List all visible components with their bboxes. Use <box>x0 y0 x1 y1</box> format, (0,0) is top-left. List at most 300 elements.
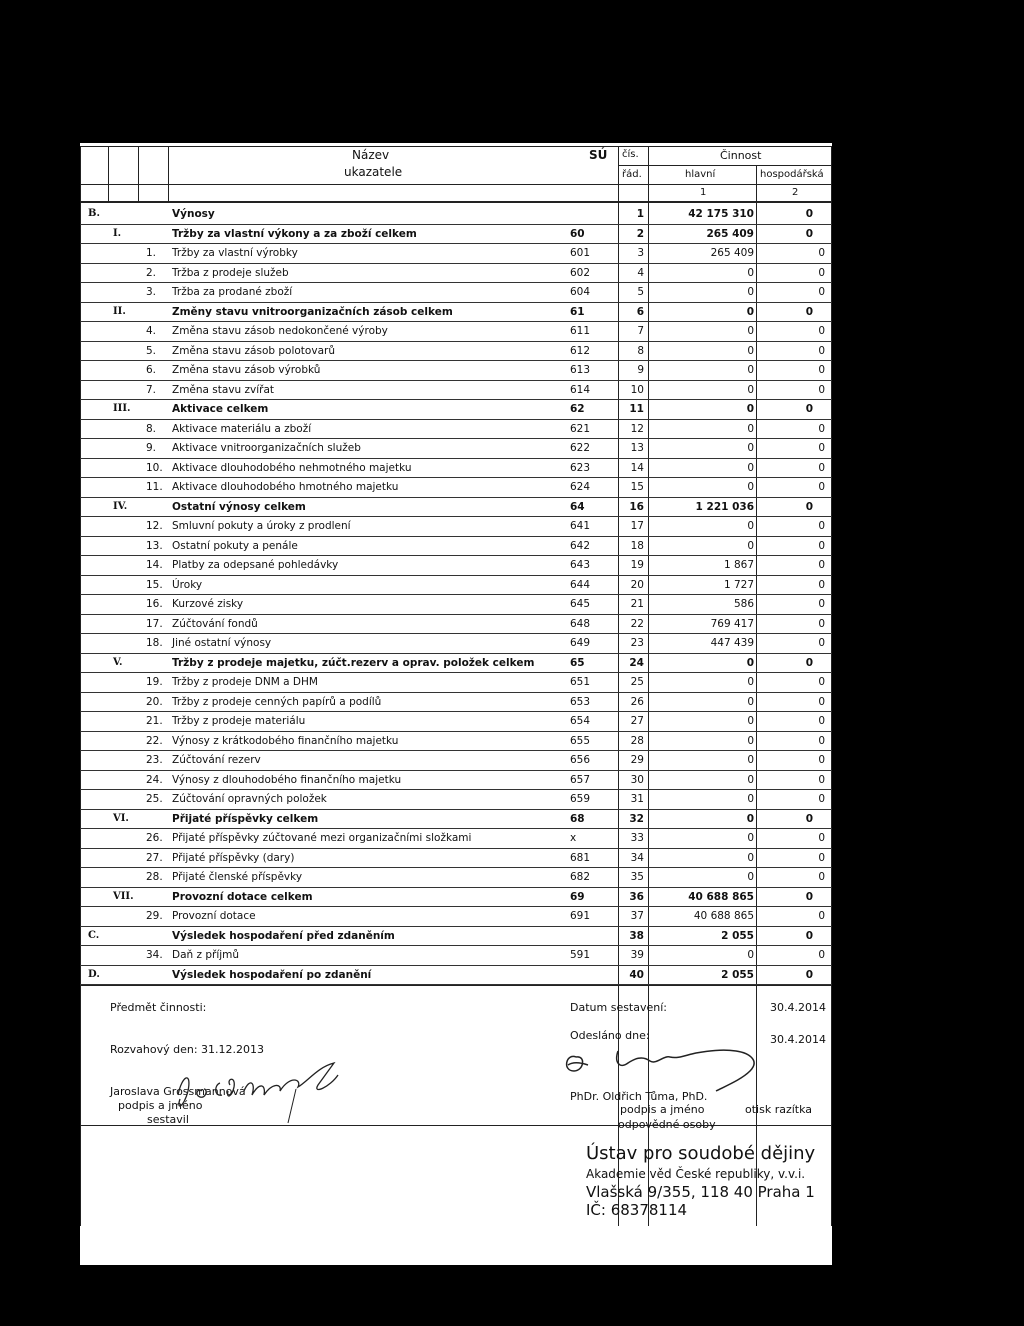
row-number: 24. <box>146 773 163 786</box>
row-number: 28. <box>146 871 163 883</box>
row-cis: 27 <box>630 715 644 727</box>
row-hospodarska: 0 <box>818 266 825 279</box>
row-hlavni: 0 <box>747 832 754 844</box>
table-row <box>80 420 832 440</box>
row-hlavni: 1 727 <box>723 578 754 591</box>
row-label: Tržby za vlastní výkony a za zboží celkem <box>172 227 417 240</box>
odeslano-value: 30.4.2014 <box>770 1033 826 1046</box>
row-cis: 7 <box>637 325 644 337</box>
row-su: 622 <box>570 442 591 454</box>
row-su: 601 <box>570 247 591 259</box>
row-number: 14. <box>146 559 163 571</box>
row-cis: 20 <box>630 578 644 591</box>
row-hospodarska: 0 <box>818 734 825 747</box>
row-cis: 14 <box>630 461 644 474</box>
row-hospodarska: 0 <box>805 656 813 669</box>
row-cis: 32 <box>629 812 644 825</box>
row-hlavni: 0 <box>747 344 754 357</box>
row-hospodarska: 0 <box>805 208 813 220</box>
table-row <box>80 693 832 713</box>
table-row <box>80 264 832 284</box>
row-su: 656 <box>570 754 591 766</box>
row-cis: 25 <box>630 676 644 688</box>
row-hlavni: 769 417 <box>710 617 754 630</box>
row-label: Kurzové zisky <box>172 598 244 610</box>
row-class: D. <box>88 968 100 980</box>
stamp-line-4: IČ: 68378114 <box>586 1201 688 1219</box>
row-label: Zúčtování rezerv <box>172 754 261 766</box>
row-label: Jiné ostatní výnosy <box>172 637 272 649</box>
row-cis: 35 <box>630 871 644 883</box>
row-su: 641 <box>570 520 591 532</box>
row-hospodarska: 0 <box>818 851 825 864</box>
table-row <box>80 927 832 947</box>
row-number: 11. <box>146 481 163 493</box>
row-label: Výnosy <box>172 208 215 220</box>
row-hlavni: 42 175 310 <box>688 208 754 220</box>
table-row <box>80 381 832 401</box>
row-label: Aktivace vnitroorganizačních služeb <box>172 442 361 454</box>
row-cis: 3 <box>637 247 644 259</box>
row-number: 13. <box>146 539 163 552</box>
datum-sestaveni-value: 30.4.2014 <box>770 1001 826 1014</box>
table-row <box>80 439 832 459</box>
row-hlavni: 1 221 036 <box>695 500 754 513</box>
row-label: Tržby z prodeje materiálu <box>172 715 306 727</box>
row-hlavni: 0 <box>746 403 754 415</box>
row-cis: 30 <box>630 773 644 786</box>
row-label: Změna stavu zásob výrobků <box>172 364 321 376</box>
row-hlavni: 0 <box>747 715 754 727</box>
row-hospodarska: 0 <box>818 286 825 298</box>
row-number: 10. <box>146 461 163 474</box>
row-hospodarska: 0 <box>818 344 825 357</box>
row-cis: 9 <box>637 364 644 376</box>
row-hospodarska: 0 <box>818 910 825 922</box>
table-row <box>80 576 832 596</box>
row-number: 3. <box>146 286 157 298</box>
row-label: Tržby z prodeje DNM a DHM <box>172 676 318 688</box>
col-line-a <box>108 146 109 201</box>
row-hospodarska: 0 <box>818 461 825 474</box>
row-label: Tržby z prodeje majetku, zúčt.rezerv a oprav. položek celkem <box>172 656 535 669</box>
row-su: 623 <box>570 461 591 474</box>
row-cis: 5 <box>637 286 644 298</box>
table-row <box>80 537 832 557</box>
table-row <box>80 205 832 225</box>
row-number: 5. <box>146 344 157 357</box>
header-col2: 2 <box>792 187 799 198</box>
row-number: 15. <box>146 578 163 591</box>
row-label: Tržby za vlastní výrobky <box>172 247 298 259</box>
row-cis: 10 <box>630 383 644 396</box>
row-cis: 11 <box>629 403 644 415</box>
row-cis: 6 <box>636 305 644 318</box>
row-hlavni: 0 <box>747 383 754 396</box>
row-hlavni: 0 <box>747 695 754 708</box>
header-hlavni: hlavní <box>685 169 716 180</box>
odeslano-label: Odesláno dne: <box>570 1029 650 1042</box>
otisk-razitka: otisk razítka <box>745 1103 813 1116</box>
row-cis: 39 <box>630 949 644 961</box>
row-cis: 22 <box>630 617 644 630</box>
row-section: II. <box>113 305 126 317</box>
row-cis: 8 <box>637 344 644 357</box>
table-row <box>80 342 832 362</box>
table-row <box>80 361 832 381</box>
row-cis: 18 <box>630 539 644 552</box>
footer-right-border <box>831 985 832 1125</box>
row-hlavni: 2 055 <box>721 968 754 981</box>
col-line-c <box>168 146 169 201</box>
row-su: 691 <box>570 910 591 922</box>
table-row <box>80 322 832 342</box>
table-row <box>80 303 832 323</box>
table-row <box>80 712 832 732</box>
row-cis: 19 <box>630 559 644 571</box>
row-hlavni: 0 <box>747 325 754 337</box>
row-hlavni: 265 409 <box>706 227 754 240</box>
row-number: 9. <box>146 442 157 454</box>
row-cis: 26 <box>630 695 644 708</box>
row-su: 65 <box>570 656 585 669</box>
table-row <box>80 244 832 264</box>
table-row <box>80 888 832 908</box>
row-number: 1. <box>146 247 157 259</box>
row-su: 659 <box>570 793 591 805</box>
row-su: 645 <box>570 598 591 610</box>
row-number: 27. <box>146 851 163 864</box>
row-cis: 40 <box>629 968 644 981</box>
odpovedna-osoba-name: PhDr. Oldřich Tůma, PhD. <box>570 1090 708 1103</box>
table-row <box>80 732 832 752</box>
row-hlavni: 0 <box>747 422 754 435</box>
row-section: VI. <box>113 812 129 824</box>
stamp-line-3: Vlašská 9/355, 118 40 Praha 1 <box>586 1183 815 1201</box>
table-row <box>80 810 832 830</box>
row-label: Výnosy z krátkodobého finančního majetku <box>172 734 399 747</box>
row-hlavni: 0 <box>747 461 754 474</box>
row-hlavni: 0 <box>746 812 754 825</box>
row-label: Úroky <box>172 578 203 591</box>
row-hlavni: 0 <box>747 793 754 805</box>
row-su: 653 <box>570 695 591 708</box>
row-number: 23. <box>146 754 163 766</box>
row-class: B. <box>88 208 100 219</box>
row-class: C. <box>88 929 100 941</box>
row-hlavni: 0 <box>747 676 754 688</box>
header-cinnost: Činnost <box>720 149 762 162</box>
row-hospodarska: 0 <box>818 325 825 337</box>
sestavil-name: Jaroslava Grossmannová <box>110 1085 246 1098</box>
header-nazev: Název <box>352 148 390 162</box>
row-number: 22. <box>146 734 163 747</box>
row-su: 644 <box>570 578 591 591</box>
row-label: Tržba za prodané zboží <box>172 286 293 298</box>
row-number: 25. <box>146 793 163 805</box>
row-label: Přijaté příspěvky zúčtované mezi organizačními složkami <box>172 832 472 844</box>
row-su: 591 <box>570 949 591 961</box>
table-row <box>80 478 832 498</box>
footer-left-border <box>80 985 81 1125</box>
row-label: Platby za odepsané pohledávky <box>172 559 339 571</box>
header-top-line <box>80 146 832 147</box>
header-cis: čís. <box>622 149 639 160</box>
header-line-2 <box>80 184 832 185</box>
row-label: Provozní dotace <box>172 910 256 922</box>
row-hlavni: 40 688 865 <box>688 890 754 903</box>
table-row <box>80 868 832 888</box>
table-row <box>80 946 832 966</box>
row-number: 18. <box>146 637 163 649</box>
row-number: 20. <box>146 695 163 708</box>
row-hospodarska: 0 <box>805 500 813 513</box>
row-number: 7. <box>146 383 157 396</box>
table-row <box>80 907 832 927</box>
row-su: 60 <box>570 227 585 240</box>
footer-top-line <box>80 985 832 986</box>
row-cis: 21 <box>630 598 644 610</box>
signature-sestavil <box>168 1061 368 1133</box>
table-row <box>80 790 832 810</box>
row-hlavni: 0 <box>746 656 754 669</box>
header-hospodarska: hospodářská <box>760 169 824 180</box>
row-number: 16. <box>146 598 163 610</box>
row-label: Ostatní pokuty a penále <box>172 539 298 552</box>
header-ukazatele: ukazatele <box>344 165 403 179</box>
row-hospodarska: 0 <box>818 871 825 883</box>
row-label: Smluvní pokuty a úroky z prodlení <box>172 520 351 532</box>
predmet-cinnosti: Předmět činnosti: <box>110 1001 207 1014</box>
row-hospodarska: 0 <box>818 676 825 688</box>
col-line-b <box>138 146 139 201</box>
row-cis: 4 <box>637 266 644 279</box>
table-row <box>80 829 832 849</box>
table-row <box>80 673 832 693</box>
row-label: Výsledek hospodaření po zdanění <box>172 968 372 981</box>
row-hlavni: 0 <box>747 734 754 747</box>
stamp-line-2: Akademie věd České republiky, v.v.i. <box>586 1167 806 1181</box>
row-su: 614 <box>570 383 591 396</box>
row-su: 681 <box>570 851 591 864</box>
row-number: 21. <box>146 715 163 727</box>
table-row <box>80 654 832 674</box>
row-label: Tržba z prodeje služeb <box>172 266 289 279</box>
row-hlavni: 40 688 865 <box>693 910 754 922</box>
row-section: III. <box>113 403 131 414</box>
row-hospodarska: 0 <box>818 422 825 435</box>
row-label: Změna stavu zásob polotovarů <box>172 344 335 357</box>
row-hospodarska: 0 <box>818 598 825 610</box>
row-hlavni: 0 <box>747 364 754 376</box>
table-row <box>80 459 832 479</box>
row-hospodarska: 0 <box>818 442 825 454</box>
row-cis: 33 <box>630 832 644 844</box>
table-row <box>80 400 832 420</box>
row-cis: 31 <box>630 793 644 805</box>
table-row <box>80 634 832 654</box>
table-row <box>80 556 832 576</box>
row-cis: 16 <box>629 500 644 513</box>
header-rad: řád. <box>622 169 642 180</box>
row-number: 17. <box>146 617 163 630</box>
row-hospodarska: 0 <box>818 832 825 844</box>
row-label: Ostatní výnosy celkem <box>172 500 306 513</box>
row-label: Tržby z prodeje cenných papírů a podílů <box>172 695 382 708</box>
row-hlavni: 0 <box>747 266 754 279</box>
row-hlavni: 0 <box>747 481 754 493</box>
row-number: 8. <box>146 422 157 435</box>
row-cis: 28 <box>630 734 644 747</box>
row-hospodarska: 0 <box>818 637 825 649</box>
row-cis: 13 <box>630 442 644 454</box>
row-su: 655 <box>570 734 591 747</box>
signature-odpovedna-osoba <box>560 1041 780 1097</box>
row-cis: 37 <box>630 910 644 922</box>
row-number: 4. <box>146 325 157 337</box>
row-hospodarska: 0 <box>818 520 825 532</box>
table-row <box>80 771 832 791</box>
row-number: 12. <box>146 520 163 532</box>
row-hospodarska: 0 <box>805 812 813 825</box>
header-mid-line <box>618 165 832 166</box>
row-hlavni: 2 055 <box>721 929 754 942</box>
row-hlavni: 0 <box>747 773 754 786</box>
row-su: 612 <box>570 344 591 357</box>
row-hlavni: 0 <box>747 520 754 532</box>
row-hospodarska: 0 <box>818 481 825 493</box>
row-label: Aktivace dlouhodobého hmotného majetku <box>172 481 399 493</box>
row-number: 29. <box>146 910 163 922</box>
row-hospodarska: 0 <box>818 793 825 805</box>
sestavil-label-2: sestavil <box>147 1113 189 1126</box>
header-su: SÚ <box>589 148 608 162</box>
table-row <box>80 966 832 986</box>
row-section: VII. <box>113 890 134 902</box>
datum-sestaveni-label: Datum sestavení: <box>570 1001 668 1014</box>
table-row <box>80 849 832 869</box>
row-su: 604 <box>570 286 591 298</box>
row-hospodarska: 0 <box>818 617 825 630</box>
row-section: I. <box>113 227 122 239</box>
row-cis: 38 <box>629 929 644 942</box>
row-label: Změna stavu zásob nedokončené výroby <box>172 325 388 337</box>
row-hospodarska: 0 <box>805 890 813 903</box>
sestavil-label-1: podpis a jméno <box>118 1099 203 1112</box>
table-row <box>80 517 832 537</box>
row-su: 611 <box>570 325 591 337</box>
row-su: 657 <box>570 773 591 786</box>
row-hlavni: 0 <box>747 949 754 961</box>
row-hospodarska: 0 <box>818 578 825 591</box>
table-row <box>80 595 832 615</box>
row-label: Změny stavu vnitroorganizačních zásob celkem <box>172 305 453 318</box>
row-section: V. <box>113 656 123 668</box>
row-hlavni: 0 <box>747 539 754 552</box>
stamp-line-1: Ústav pro soudobé dějiny <box>586 1143 816 1164</box>
row-hospodarska: 0 <box>818 247 825 259</box>
row-label: Aktivace dlouhodobého nehmotného majetku <box>172 461 412 474</box>
row-hospodarska: 0 <box>818 949 825 961</box>
row-su: 602 <box>570 266 591 279</box>
row-label: Aktivace celkem <box>172 403 269 415</box>
row-cis: 23 <box>630 637 644 649</box>
row-label: Přijaté členské příspěvky <box>172 871 303 883</box>
row-hospodarska: 0 <box>818 773 825 786</box>
row-label: Aktivace materiálu a zboží <box>172 422 312 435</box>
row-cis: 36 <box>629 890 644 903</box>
row-hospodarska: 0 <box>805 968 813 981</box>
row-label: Zúčtování fondů <box>172 617 258 630</box>
header-bottom-line <box>80 201 832 203</box>
row-su: 61 <box>570 305 585 318</box>
odpovedna-label-1: podpis a jméno <box>620 1103 705 1116</box>
row-hospodarska: 0 <box>818 695 825 708</box>
row-number: 19. <box>146 676 163 688</box>
row-su: x <box>570 832 577 844</box>
row-su: 648 <box>570 617 591 630</box>
row-hospodarska: 0 <box>818 715 825 727</box>
report-sheet <box>80 143 832 1265</box>
row-hlavni: 447 439 <box>710 637 754 649</box>
row-su: 68 <box>570 812 585 825</box>
row-su: 643 <box>570 559 591 571</box>
row-label: Daň z příjmů <box>172 949 240 961</box>
row-hospodarska: 0 <box>818 559 825 571</box>
row-label: Zúčtování opravných položek <box>172 793 327 805</box>
table-row <box>80 751 832 771</box>
row-section: IV. <box>113 500 128 512</box>
row-su: 62 <box>570 403 585 415</box>
row-hlavni: 0 <box>747 871 754 883</box>
row-number: 34. <box>146 949 163 961</box>
row-su: 642 <box>570 539 591 552</box>
row-hospodarska: 0 <box>805 305 813 318</box>
row-cis: 2 <box>636 227 644 240</box>
row-label: Provozní dotace celkem <box>172 890 313 903</box>
row-label: Přijaté příspěvky celkem <box>172 812 319 825</box>
row-hlavni: 265 409 <box>710 247 754 259</box>
row-label: Změna stavu zvířat <box>172 383 275 396</box>
row-hlavni: 0 <box>747 442 754 454</box>
row-hospodarska: 0 <box>818 754 825 766</box>
row-su: 682 <box>570 871 591 883</box>
row-hlavni: 1 867 <box>723 559 754 571</box>
row-hospodarska: 0 <box>818 364 825 376</box>
row-su: 649 <box>570 637 591 649</box>
row-label: Výnosy z dlouhodobého finančního majetku <box>172 773 402 786</box>
row-cis: 12 <box>630 422 644 435</box>
row-cis: 17 <box>630 520 644 532</box>
odpovedna-label-2: odpovědné osoby <box>618 1118 716 1131</box>
table-row <box>80 498 832 518</box>
row-su: 613 <box>570 364 591 376</box>
row-cis: 29 <box>630 754 644 766</box>
row-hlavni: 586 <box>733 598 754 610</box>
row-su: 654 <box>570 715 591 727</box>
row-su: 624 <box>570 481 591 493</box>
row-su: 69 <box>570 890 585 903</box>
row-hospodarska: 0 <box>818 383 825 396</box>
row-number: 6. <box>146 364 157 376</box>
row-label: Výsledek hospodaření před zdaněním <box>172 929 395 942</box>
row-cis: 24 <box>629 656 644 669</box>
row-cis: 15 <box>630 481 644 493</box>
header-col1: 1 <box>700 187 707 198</box>
row-su: 651 <box>570 676 591 688</box>
row-hospodarska: 0 <box>805 929 813 942</box>
table-row <box>80 283 832 303</box>
